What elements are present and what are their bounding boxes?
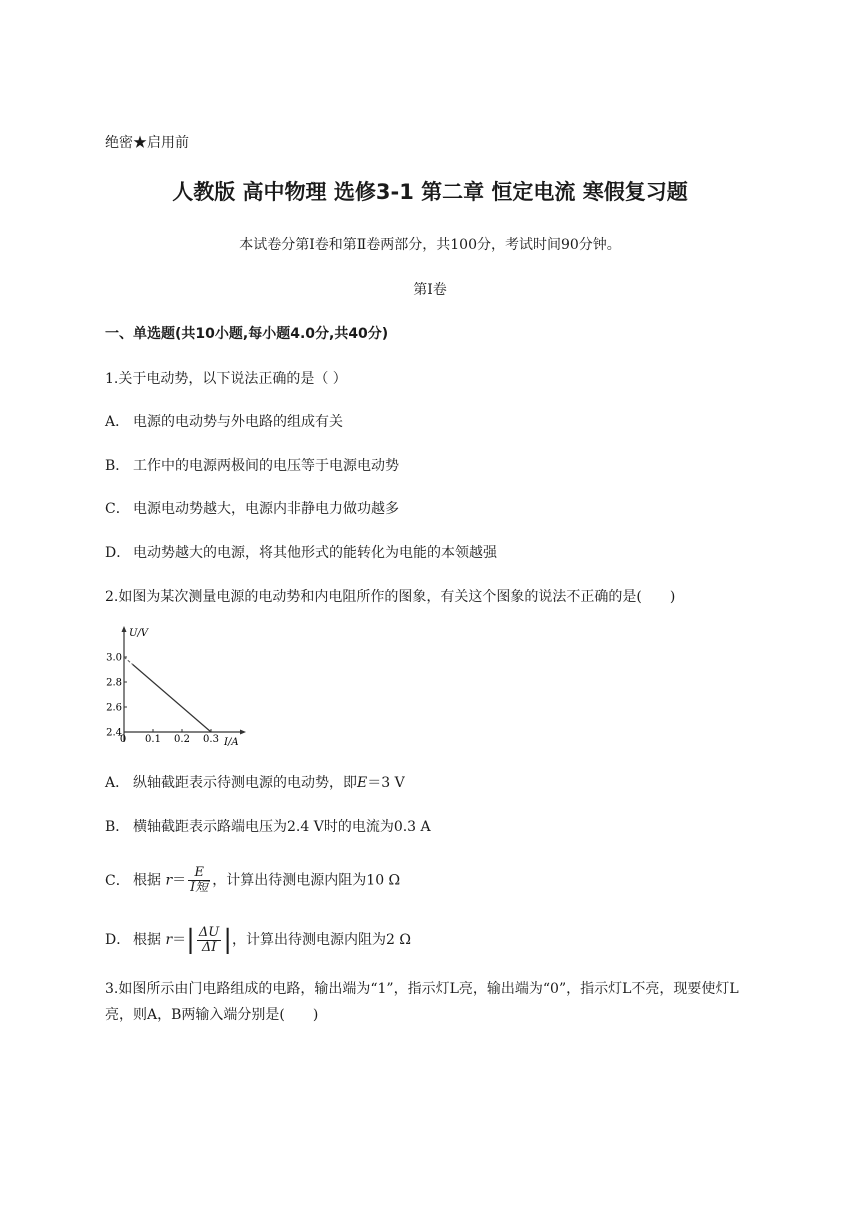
page-title: 人教版 高中物理 选修3-1 第二章 恒定电流 寒假复习题 — [172, 180, 688, 204]
option-text: 电动势越大的电源，将其他形式的能转化为电能的本领越强 — [133, 545, 497, 561]
formula-fraction — [188, 866, 210, 895]
option-letter: C． — [105, 501, 130, 517]
option-text: 电源电动势越大，电源内非静电力做功越多 — [133, 501, 399, 517]
question-2-option-a[interactable] — [105, 772, 405, 792]
emf-symbol: E — [357, 775, 368, 791]
fraction-denominator: I短 — [190, 880, 209, 895]
question-3-stem: 3.如图所示由门电路组成的电路，输出端为“1”，指示灯L亮，输出端为“0”，指示灯L不亮，现要使灯L亮，则A，B两输入端分别是( ) — [105, 981, 739, 1023]
section-heading: 一、单选题(共10小题,每小题4.0分,共40分) — [105, 326, 389, 342]
abs-bar-left: | — [186, 925, 195, 955]
fraction-denominator: ΔI — [201, 939, 217, 955]
resistance-symbol: r — [165, 872, 173, 889]
question-2-stem: 2.如图为某次测量电源的电动势和内电阻所作的图象，有关这个图象的说法不正确的是( ) — [105, 589, 676, 605]
equals-sign: ＝ — [172, 872, 187, 889]
fraction-numerator: E — [188, 866, 210, 881]
question-1-stem: 1.关于电动势，以下说法正确的是（ ） — [105, 371, 347, 387]
u-i-graph — [104, 624, 254, 752]
y-axis-label: U/V — [129, 628, 149, 639]
question-2-option-c[interactable] — [105, 866, 400, 895]
fraction-numerator: ΔU — [198, 924, 220, 940]
option-letter: D． — [105, 932, 131, 948]
option-text-tail: ＝3 V — [367, 775, 405, 791]
question-1-option-a[interactable] — [105, 411, 343, 431]
y-tick-label: 3.0 — [106, 652, 122, 664]
option-text: 根据 — [133, 872, 161, 889]
question-1-option-d[interactable] — [105, 542, 497, 562]
option-text: 根据 — [133, 932, 161, 948]
question-1-option-c[interactable] — [105, 498, 399, 518]
option-letter: D． — [105, 545, 131, 561]
option-letter: B． — [105, 458, 130, 474]
x-tick-label: 0.1 — [145, 734, 161, 745]
equals-sign: ＝ — [172, 932, 187, 948]
option-text: 横轴截距表示路端电压为2.4 V时的电流为0.3 A — [133, 819, 431, 835]
option-text-tail: ，计算出待测电源内阻为10 Ω — [212, 872, 401, 889]
confidential-mark: 绝密★启用前 — [105, 135, 189, 151]
y-tick-label: 2.6 — [106, 702, 122, 714]
x-tick-label: 0.2 — [174, 734, 190, 745]
option-text: 纵轴截距表示待测电源的电动势，即 — [133, 775, 357, 791]
data-line — [133, 665, 211, 733]
option-letter: C． — [105, 872, 130, 889]
question-1-option-b[interactable] — [105, 455, 399, 475]
x-axis-arrow — [240, 730, 246, 735]
x-tick-label: 0.3 — [203, 734, 219, 745]
y-tick-label: 2.4 — [106, 727, 122, 739]
question-2-option-d[interactable] — [105, 925, 411, 955]
x-tick-label: 0 — [119, 734, 127, 745]
extrapolation-dash — [124, 657, 133, 665]
option-text: 工作中的电源两极间的电压等于电源电动势 — [133, 458, 399, 474]
formula-fraction — [197, 926, 221, 955]
option-letter: B． — [105, 819, 130, 835]
y-tick-label: 2.8 — [106, 677, 122, 689]
abs-bar-right: | — [223, 925, 233, 955]
question-2-option-b[interactable] — [105, 816, 431, 836]
option-text-tail: ，计算出待测电源内阻为2 Ω — [232, 932, 412, 948]
x-axis-label: I/A — [224, 737, 239, 748]
exam-instructions: 本试卷分第Ⅰ卷和第Ⅱ卷两部分，共100分，考试时间90分钟。 — [239, 237, 621, 253]
option-letter: A． — [105, 775, 130, 791]
option-letter: A． — [105, 414, 130, 430]
option-text: 电源的电动势与外电路的组成有关 — [133, 414, 343, 430]
resistance-symbol: r — [165, 932, 173, 948]
volume-label: 第Ⅰ卷 — [413, 282, 447, 298]
y-axis-arrow — [122, 626, 127, 632]
